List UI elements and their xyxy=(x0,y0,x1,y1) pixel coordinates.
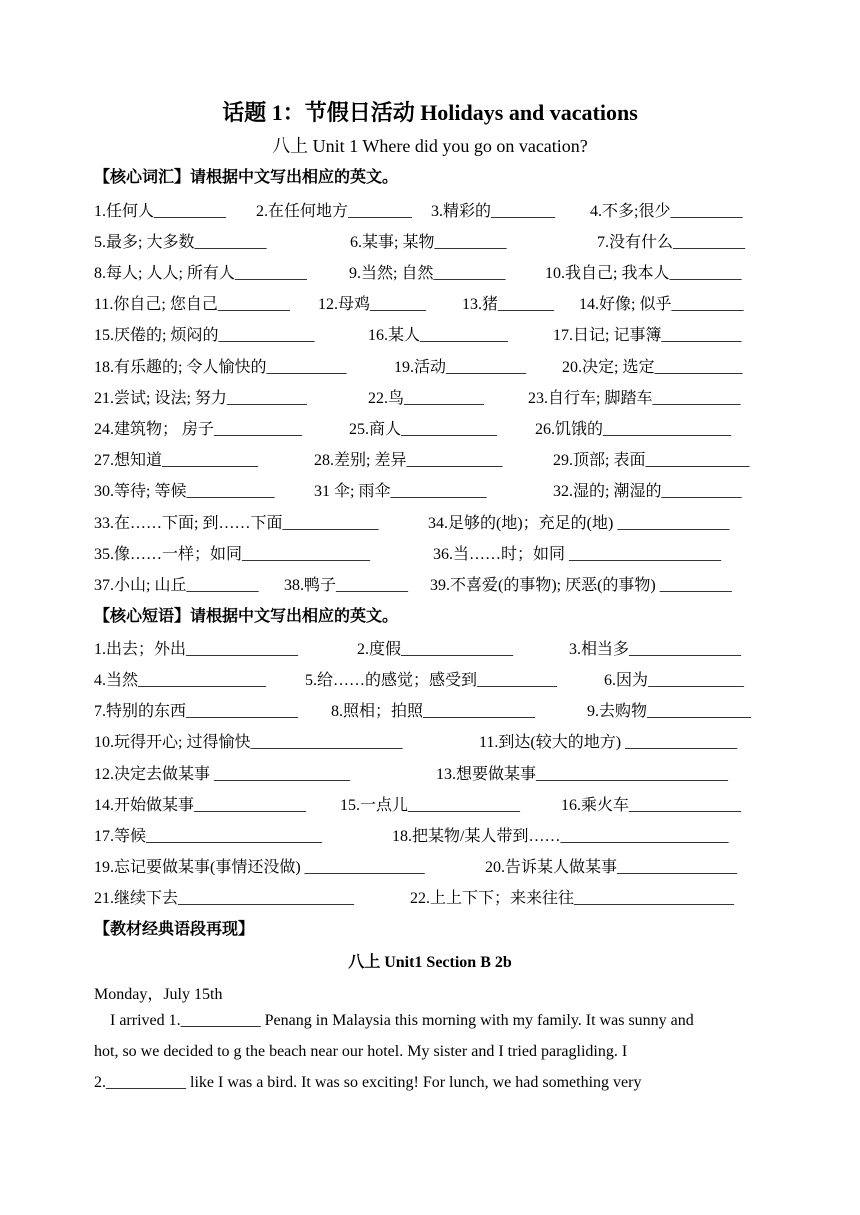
phrase-row xyxy=(94,854,768,876)
vocab-item: 26.饥饿的________________ xyxy=(535,421,732,438)
phrase-item: 16.乘火车______________ xyxy=(561,797,742,814)
vocab-item: 38.鸭子_________ xyxy=(284,577,409,594)
phrase-item: 20.告诉某人做某事_______________ xyxy=(485,859,738,876)
vocab-row xyxy=(94,322,768,344)
phrase-item: 1.出去；外出______________ xyxy=(94,641,299,658)
vocab-row xyxy=(94,416,768,438)
vocab-row xyxy=(94,447,768,469)
vocab-item: 2.在任何地方________ xyxy=(256,203,413,220)
vocab-item: 8.每人; 人人; 所有人_________ xyxy=(94,265,307,282)
vocab-item: 22.鸟__________ xyxy=(368,390,485,407)
vocab-item: 25.商人____________ xyxy=(349,421,498,438)
vocab-item: 30.等待; 等候___________ xyxy=(94,483,275,500)
vocab-section-header: 【核心词汇】请根据中文写出相应的英文。 xyxy=(94,169,399,186)
phrase-item: 2.度假______________ xyxy=(357,641,514,658)
phrase-row xyxy=(94,667,768,689)
vocab-row xyxy=(94,385,768,407)
vocab-item: 17.日记; 记事簿__________ xyxy=(553,327,742,344)
phrase-item: 10.玩得开心; 过得愉快___________________ xyxy=(94,734,403,751)
vocab-item: 32.湿的; 潮湿的__________ xyxy=(553,483,742,500)
paragraph-line: hot, so we decided to g the beach near our hotel. My sister and I tried paragliding. I xyxy=(94,1043,628,1060)
vocab-item: 24.建筑物； 房子___________ xyxy=(94,421,303,438)
phrase-item: 17.等候______________________ xyxy=(94,828,323,845)
vocab-item: 33.在……下面; 到……下面____________ xyxy=(94,515,379,532)
vocab-item: 37.小山; 山丘_________ xyxy=(94,577,259,594)
phrase-item: 22.上上下下；来来往往____________________ xyxy=(410,890,735,907)
phrase-item: 21.继续下去______________________ xyxy=(94,890,355,907)
vocab-item: 23.自行车; 脚踏车___________ xyxy=(528,390,741,407)
vocab-item: 16.某人___________ xyxy=(368,327,509,344)
paragraph-line: I arrived 1.__________ Penang in Malaysia this morning with my family. It was sunny and xyxy=(110,1012,694,1029)
vocab-row xyxy=(94,478,768,500)
phrase-item: 6.因为____________ xyxy=(604,672,745,689)
vocab-item: 19.活动__________ xyxy=(394,359,527,376)
phrase-item: 18.把某物/某人带到……_____________________ xyxy=(392,828,729,845)
phrase-item: 5.给……的感觉；感受到__________ xyxy=(305,672,558,689)
vocab-item: 9.当然; 自然_________ xyxy=(349,265,506,282)
vocab-item: 6.某事; 某物_________ xyxy=(350,234,507,251)
vocab-item: 18.有乐趣的; 令人愉快的__________ xyxy=(94,359,347,376)
vocab-item: 14.好像; 似乎_________ xyxy=(579,296,744,313)
phrase-row xyxy=(94,885,768,907)
vocab-item: 31 伞; 雨伞____________ xyxy=(314,483,487,500)
vocab-item: 11.你自己; 您自己_________ xyxy=(94,296,290,313)
phrase-item: 13.想要做某事________________________ xyxy=(436,766,729,783)
vocab-item: 28.差别; 差异____________ xyxy=(314,452,503,469)
phrase-row xyxy=(94,823,768,845)
vocab-item: 39.不喜爱(的事物); 厌恶(的事物) _________ xyxy=(430,577,732,594)
vocab-item: 4.不多;很少_________ xyxy=(590,203,743,220)
vocab-item: 36.当……时；如同 ___________________ xyxy=(433,546,722,563)
phrase-row xyxy=(94,792,768,814)
vocab-item: 3.精彩的________ xyxy=(431,203,556,220)
vocab-item: 29.顶部; 表面_____________ xyxy=(553,452,750,469)
phrase-item: 8.照相；拍照______________ xyxy=(331,703,536,720)
vocab-item: 35.像……一样；如同________________ xyxy=(94,546,371,563)
phrase-item: 15.一点儿______________ xyxy=(340,797,521,814)
vocab-item: 1.任何人_________ xyxy=(94,203,227,220)
vocab-item: 15.厌倦的; 烦闷的____________ xyxy=(94,327,315,344)
vocab-item: 7.没有什么_________ xyxy=(597,234,746,251)
phrase-item: 12.决定去做某事 _________________ xyxy=(94,766,351,783)
vocab-item: 12.母鸡_______ xyxy=(318,296,427,313)
phrase-item: 14.开始做某事______________ xyxy=(94,797,307,814)
phrase-section-header: 【核心短语】请根据中文写出相应的英文。 xyxy=(94,608,399,625)
vocab-row xyxy=(94,354,768,376)
phrase-item: 7.特别的东西______________ xyxy=(94,703,299,720)
phrase-row xyxy=(94,729,768,751)
page-subtitle: 八上 Unit 1 Where did you go on vacation? xyxy=(272,136,588,156)
phrase-item: 3.相当多______________ xyxy=(569,641,742,658)
vocab-item: 34.足够的(地)；充足的(地) ______________ xyxy=(428,515,730,532)
text-section-header: 【教材经典语段再现】 xyxy=(94,921,255,938)
date-line: Monday，July 15th xyxy=(94,986,223,1003)
vocab-item: 13.猪_______ xyxy=(462,296,555,313)
phrase-item: 4.当然________________ xyxy=(94,672,267,689)
phrase-item: 19.忘记要做某事(事情还没做) _______________ xyxy=(94,859,425,876)
section-title: 八上 Unit1 Section B 2b xyxy=(348,954,512,971)
phrase-item: 11.到达(较大的地方) ______________ xyxy=(479,734,738,751)
page-title: 话题 1：节假日活动 Holidays and vacations xyxy=(222,100,638,125)
vocab-item: 10.我自己; 我本人_________ xyxy=(545,265,742,282)
vocab-item: 20.决定; 选定___________ xyxy=(562,359,743,376)
phrase-row xyxy=(94,761,768,783)
phrase-item: 9.去购物_____________ xyxy=(587,703,752,720)
vocab-row xyxy=(94,260,768,282)
phrase-row xyxy=(94,698,768,720)
vocab-item: 5.最多; 大多数_________ xyxy=(94,234,267,251)
paragraph-line: 2.__________ like I was a bird. It was so exciting! For lunch, we had something very xyxy=(94,1074,642,1091)
vocab-row xyxy=(94,572,768,594)
vocab-row xyxy=(94,229,768,251)
phrase-row xyxy=(94,636,768,658)
vocab-item: 21.尝试; 设法; 努力__________ xyxy=(94,390,307,407)
vocab-row xyxy=(94,198,768,220)
vocab-row xyxy=(94,510,768,532)
vocab-row xyxy=(94,541,768,563)
vocab-row xyxy=(94,291,768,313)
vocab-item: 27.想知道____________ xyxy=(94,452,259,469)
